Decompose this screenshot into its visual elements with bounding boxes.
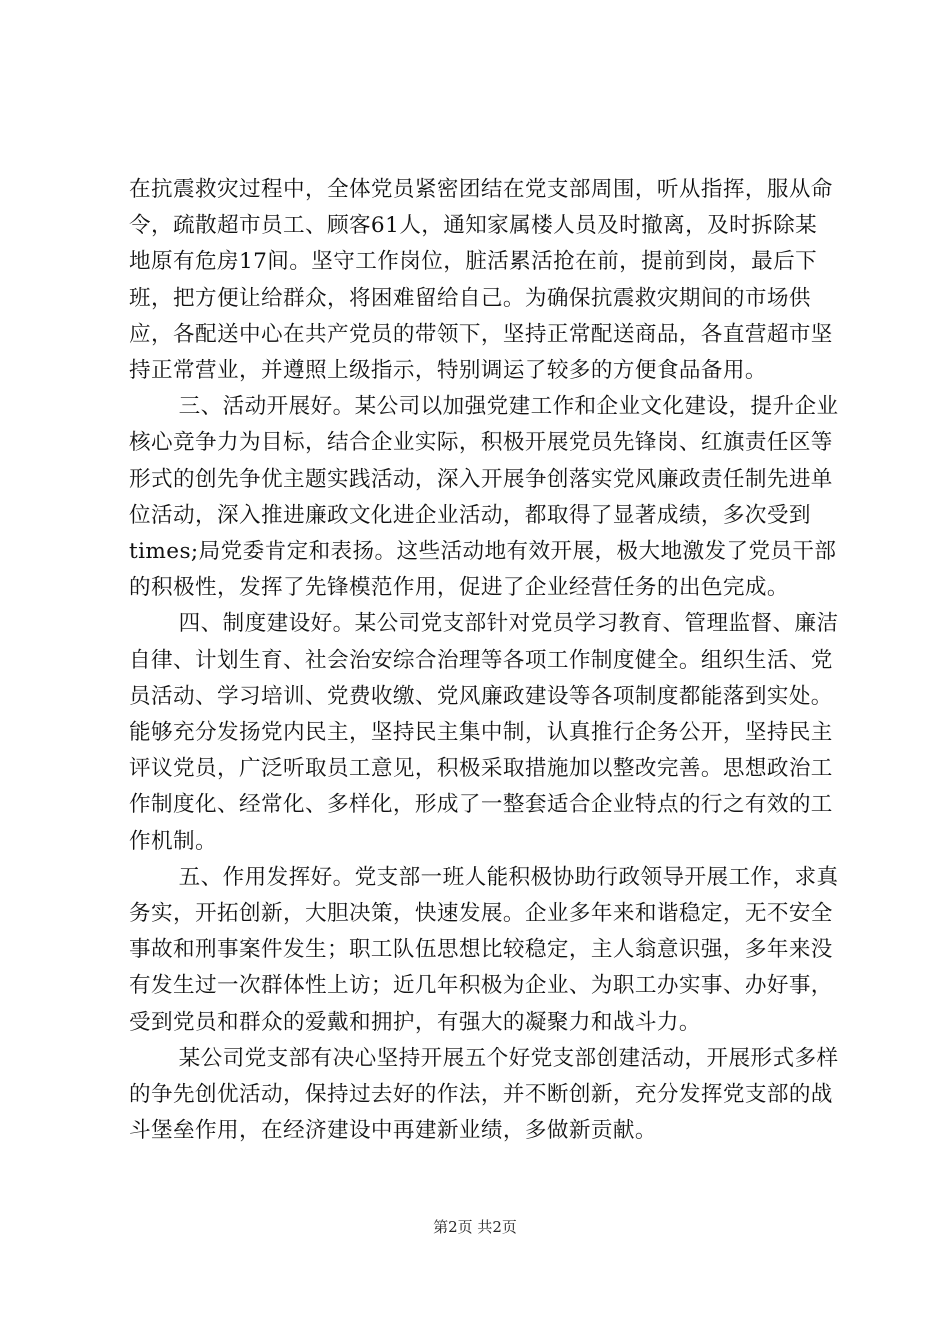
paragraph-activities: 三、活动开展好。某公司以加强党建工作和企业文化建设，提升企业核心竞争力为目标，结合企业实际，积极开展党员先锋岗、红旗责任区等形式的创先争优主题实践活动，深入开展争创落实党风廉政责任制先进单位活动，深入推进廉政文化进企业活动，都取得了显著成绩，多次受到times;局党委肯定和表扬。这些活动地有效开展，极大地激发了党员干部的积极性，发挥了先锋模范作用，促进了企业经营任务的出色完成。 (129, 394, 839, 601)
document-body (129, 172, 839, 1149)
paragraph-conclusion: 某公司党支部有决心坚持开展五个好党支部创建活动，开展形式多样的争先创优活动，保持过去好的作法，并不断创新，充分发挥党支部的战斗堡垒作用，在经济建设中再建新业绩，多做新贡献。 (129, 1045, 839, 1144)
paragraph-continuation: 在抗震救灾过程中，全体党员紧密团结在党支部周围，听从指挥，服从命令，疏散超市员工、顾客61人，通知家属楼人员及时撤离，及时拆除某地原有危房17间。坚守工作岗位，脏活累活抢在前，提前到岗，最后下班，把方便让给群众，将困难留给自己。为确保抗震救灾期间的市场供应，各配送中心在共产党员的带领下，坚持正常配送商品，各直营超市坚持正常营业，并遵照上级指示，特别调运了较多的方便食品备用。 (129, 177, 833, 384)
page-number: 第2页 共2页 (433, 1218, 517, 1236)
paragraph-role: 五、作用发挥好。党支部一班人能积极协助行政领导开展工作，求真务实，开拓创新，大胆决策，快速发展。企业多年来和谐稳定，无不安全事故和刑事案件发生；职工队伍思想比较稳定，主人翁意识强，多年来没有发生过一次群体性上访；近几年积极为企业、为职工办实事、办好事，受到党员和群众的爱戴和拥护，有强大的凝聚力和战斗力。 (129, 864, 839, 1035)
paragraph-institutions: 四、制度建设好。某公司党支部针对党员学习教育、管理监督、廉洁自律、计划生育、社会治安综合治理等各项工作制度健全。组织生活、党员活动、学习培训、党费收缴、党风廉政建设等各项制度都能落到实处。能够充分发扬党内民主，坚持民主集中制，认真推行企务公开，坚持民主评议党员，广泛听取员工意见，积极采取措施加以整改完善。思想政治工作制度化、经常化、多样化，形成了一整套适合企业特点的行之有效的工作机制。 (129, 611, 839, 854)
page-footer (0, 1217, 950, 1237)
